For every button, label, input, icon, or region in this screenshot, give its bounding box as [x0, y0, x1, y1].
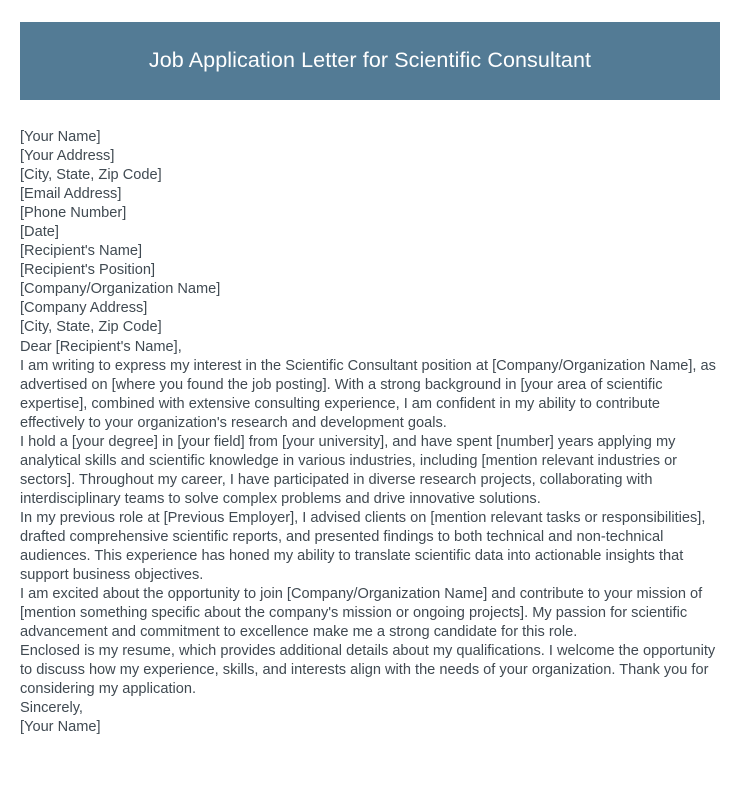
letter-line: I am excited about the opportunity to join [Company/Organization Name] and contribute to your mission of [mention something specific about the company's mission or ongoing projects]. My passion for scientific advancement and commitment to excellence make me a strong candidate for this role.	[20, 586, 707, 641]
page-title: Job Application Letter for Scientific Consultant	[148, 48, 592, 73]
letter-body-content	[20, 128, 720, 738]
letter-line: Sincerely,	[20, 700, 83, 717]
letter-line: [Company Address]	[20, 300, 148, 317]
letter-line: [Email Address]	[20, 186, 122, 203]
letter-line: In my previous role at [Previous Employer], I advised clients on [mention relevant tasks or responsibilities], drafted comprehensive scientific reports, and presented findings to both technical and non-technical audiences. This experience has honed my ability to translate scientific data into actionable insights that support business objectives.	[20, 509, 710, 584]
letter-line: [Your Name]	[20, 719, 101, 736]
letter-line: [Date]	[20, 224, 59, 241]
letter-line: Enclosed is my resume, which provides additional details about my qualifications. I welcome the opportunity to discuss how my experience, skills, and interests align with the needs of your organization. Thank you for considering my application.	[20, 643, 720, 698]
letter-line: [City, State, Zip Code]	[20, 319, 162, 336]
letter-line: Dear [Recipient's Name],	[20, 338, 182, 355]
letter-line: [Your Name]	[20, 129, 101, 145]
letter-line: I hold a [your degree] in [your field] from [your university], and have spent [number] years applying my analytical skills and scientific knowledge in various industries, including [mention relevant industries or sectors]. Throughout my career, I have participated in diverse research projects, collaborating with interdisciplinary teams to solve complex problems and drive innovative solutions.	[20, 433, 682, 507]
letter-line: I am writing to express my interest in the Scientific Consultant position at [Company/Organization Name], as advertised on [where you found the job posting]. With a strong background in [your area of scientific expertise], combined with extensive consulting experience, I am confident in my ability to contribute effectively to your organization's research and development goals.	[20, 357, 721, 431]
letter-line: [Phone Number]	[20, 205, 127, 222]
letter-line: [Company/Organization Name]	[20, 281, 221, 298]
letter-line: [Recipient's Name]	[20, 243, 143, 260]
letter-line: [City, State, Zip Code]	[20, 167, 162, 184]
letter-line: [Your Address]	[20, 148, 115, 165]
letter-header-banner	[20, 22, 720, 100]
letter-line: [Recipient's Position]	[20, 262, 156, 279]
